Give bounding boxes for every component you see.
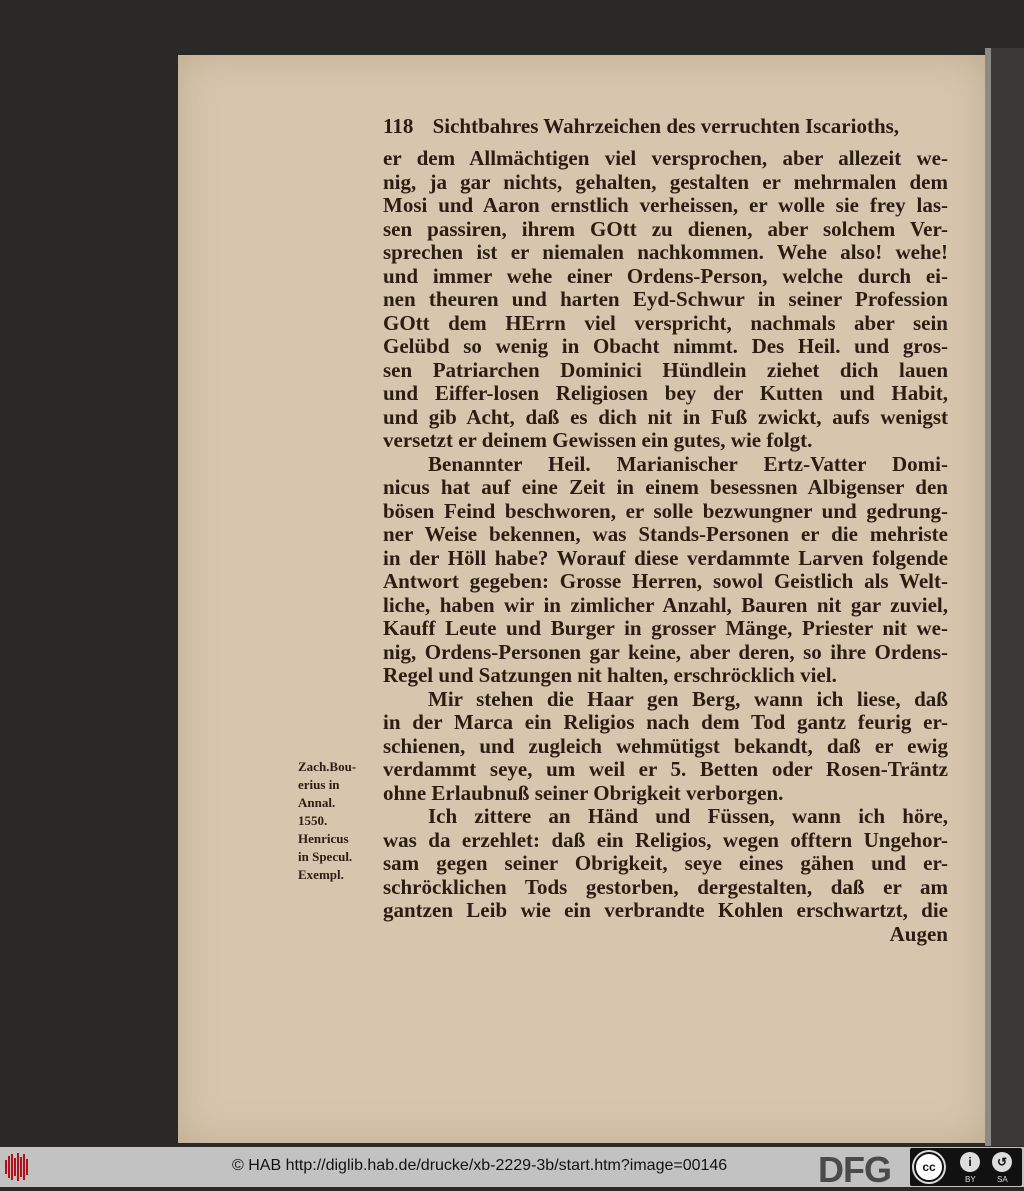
margin-note xyxy=(298,758,356,884)
text-line: Mir stehen die Haar gen Berg, wann ich liese, daß xyxy=(428,686,948,711)
by-icon: i xyxy=(960,1152,980,1172)
text-line: Mosi und Aaron ernstlich verheissen, er wolle sie frey las- xyxy=(383,193,948,217)
running-title: Sichtbahres Wahrzeichen des verruchten Iscarioths, xyxy=(432,114,900,138)
by-label: BY xyxy=(965,1175,976,1184)
text-line: sprechen ist er niemalen nachkommen. Wehe also! wehe! xyxy=(383,240,948,264)
text-line: GOtt dem HErrn viel verspricht, nachmals aber sein xyxy=(383,310,948,335)
text-line: bösen Feind beschworen, er solle bezwungner und gedrung- xyxy=(383,498,948,523)
sa-label: SA xyxy=(997,1175,1008,1184)
footer-bar xyxy=(0,1147,1024,1190)
copyright-link[interactable]: © HAB http://diglib.hab.de/drucke/xb-2229-3b/start.htm?image=00146 xyxy=(232,1157,728,1174)
background-strip xyxy=(991,48,1024,1146)
text-line: gantzen Leib wie ein verbrandte Kohlen erschwartzt, die xyxy=(383,898,948,922)
text-line: schienen, und zugleich wehmütigst bekandt, daß er ewig xyxy=(383,733,948,758)
text-line: und Eiffer-losen Religiosen bey der Kutten und Habit, xyxy=(383,381,948,405)
text-line: in der Marca ein Religios nach dem Tod gantz feurig er- xyxy=(383,710,948,734)
text-line: verdammt seye, um weil er 5. Betten oder Rosen-Träntz xyxy=(383,757,948,781)
text-line: liche, haben wir in zimlicher Anzahl, Bauren nit gar zuviel, xyxy=(383,592,948,617)
text-line: Benannter Heil. Marianischer Ertz-Vatter Domi- xyxy=(428,451,948,476)
text-line: er dem Allmächtigen viel versprochen, aber allezeit we- xyxy=(383,146,948,170)
text-line: in der Höll habe? Worauf diese verdammte Larven folgende xyxy=(383,545,948,570)
text-line: und immer wehe einer Ordens-Person, welche durch ei- xyxy=(383,263,948,288)
text-line: und gib Acht, daß es dich nit in Fuß zwickt, aufs wenigst xyxy=(383,404,948,429)
margin-note-line: Annal. xyxy=(298,795,336,810)
text-line: versetzt er deinem Gewissen ein gutes, wie folgt. xyxy=(383,428,813,452)
text-line: ner Weise bekennen, was Stands-Personen er die mehriste xyxy=(383,522,948,546)
text-line: ohne Erlaubnuß seiner Obrigkeit verborgen. xyxy=(383,780,784,805)
text-line: nig, Ordens-Personen gar keine, aber deren, so ihre Ordens- xyxy=(383,639,948,664)
text-line: nen theuren und harten Eyd-Schwur in seiner Profession xyxy=(383,287,948,311)
dfg-logo: DFG xyxy=(818,1149,891,1190)
sa-icon: ↺ xyxy=(992,1152,1012,1172)
margin-note-line: in Specul. xyxy=(298,849,353,864)
running-header xyxy=(383,114,923,139)
cc-license-badge[interactable] xyxy=(910,1148,1022,1186)
text-line: Antwort gegeben: Grosse Herren, sowol Geistlich als Welt- xyxy=(383,569,948,593)
margin-note-line: erius in xyxy=(298,777,340,792)
text-line: Gelübd so wenig in Obacht nimmt. Des Heil. und gros- xyxy=(383,334,948,358)
text-line: sen Patriarchen Dominici Hündlein ziehet dich lauen xyxy=(383,357,948,382)
text-line: schröcklichen Tods gestorben, dergestalten, daß er am xyxy=(383,874,948,899)
text-line: nig, ja gar nichts, gehalten, gestalten er mehrmalen dem xyxy=(383,169,948,194)
text-line: sam gegen seiner Obrigkeit, seye eines gähen und er- xyxy=(383,851,948,875)
text-line: Ich zittere an Händ und Füssen, wann ich höre, xyxy=(428,804,948,828)
cc-icon: cc xyxy=(914,1152,944,1182)
text-line: Kauff Leute und Burger in grosser Mänge, Priester nit we- xyxy=(383,616,948,640)
margin-note-line: Henricus xyxy=(298,831,349,846)
margin-note-line: 1550. xyxy=(298,813,328,828)
text-line: sen passiren, ihrem GOtt zu dienen, aber solchem Ver- xyxy=(383,216,948,241)
page-number: 118 xyxy=(383,114,414,138)
text-line: nicus hat auf eine Zeit in einem besessnen Albigenser den xyxy=(383,475,948,499)
text-line: was da erzehlet: daß ein Religios, wegen offtern Ungehor- xyxy=(383,827,948,852)
margin-note-line: Exempl. xyxy=(298,867,344,882)
margin-note-line: Zach.Bou- xyxy=(298,759,357,774)
text-line: Augen xyxy=(889,921,948,946)
hab-logo-icon xyxy=(5,1153,31,1181)
text-line: Regel und Satzungen nit halten, erschröcklich viel. xyxy=(383,663,837,687)
